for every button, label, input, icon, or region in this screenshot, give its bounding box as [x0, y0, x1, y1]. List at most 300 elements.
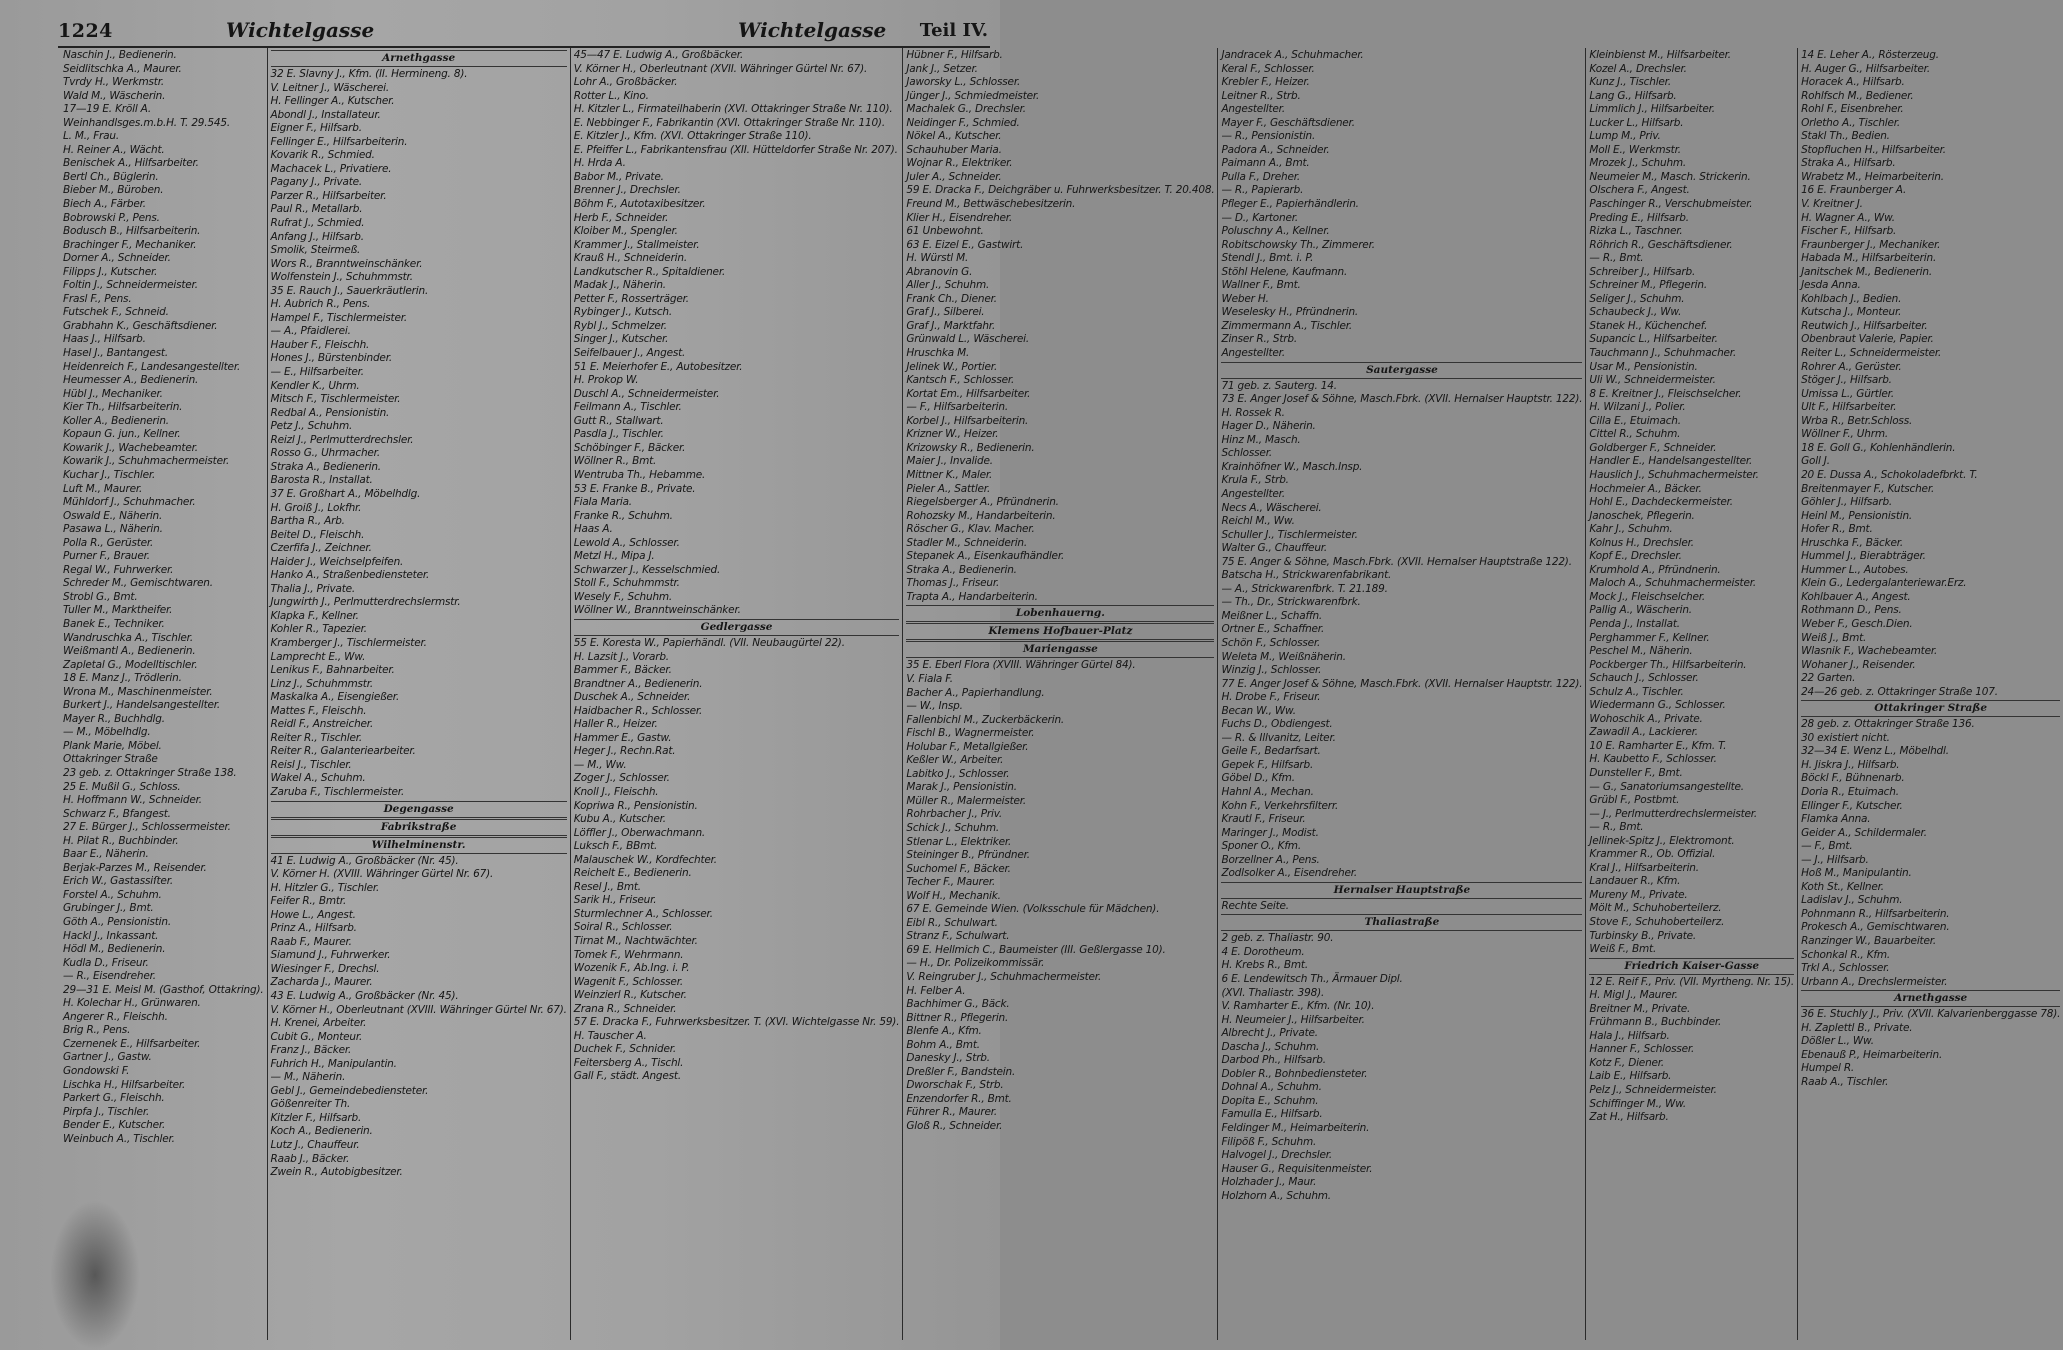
resident-entry: Reisl J., Tischler.	[270, 758, 352, 771]
resident-entry: Grünwald L., Wäscherei.	[906, 333, 1029, 346]
resident-entry: Ortner E., Schaffner.	[1221, 623, 1325, 636]
resident-entry: H. Krebs R., Bmt.	[1221, 959, 1308, 972]
directory-column	[571, 48, 904, 1340]
resident-entry: Bartha R., Arb.	[270, 515, 345, 528]
resident-entry: — E., Hilfsarbeiter.	[270, 366, 364, 379]
resident-entry: Franz J., Bäcker.	[270, 1044, 352, 1057]
resident-entry: Polla R., Gerüster.	[63, 536, 154, 549]
resident-entry: Singer J., Kutscher.	[573, 333, 669, 346]
resident-entry: Gößenreiter Th.	[270, 1098, 351, 1111]
resident-entry: 18 E. Goll G., Kohlenhändlerin.	[1801, 441, 1956, 454]
resident-entry: Parzer R., Hilfsarbeiter.	[270, 189, 387, 202]
resident-entry: Pfleger E., Papierhändlerin.	[1221, 198, 1359, 211]
resident-entry: Thalia J., Private.	[270, 582, 356, 595]
resident-entry: Schuller J., Tischlermeister.	[1221, 528, 1358, 541]
resident-entry: Kozel A., Drechsler.	[1589, 62, 1687, 75]
resident-entry: Rohl F., Eisenbreher.	[1801, 103, 1904, 116]
resident-entry: Enzendorfer R., Bmt.	[906, 1092, 1012, 1105]
resident-entry: Anfang J., Hilfsarb.	[270, 230, 364, 243]
resident-entry: Forstel A., Schuhm.	[63, 888, 162, 901]
resident-entry: Wohaner J., Reisender.	[1801, 658, 1916, 671]
resident-entry: 22 Garten.	[1801, 672, 1856, 685]
resident-entry: Weißmantl A., Bedienerin.	[63, 645, 196, 658]
resident-entry: — G., Sanatoriumsangestellte.	[1589, 780, 1744, 793]
resident-entry: H. Neumeier J., Hilfsarbeiter.	[1221, 1013, 1365, 1026]
resident-entry: Stöger J., Hilfsarb.	[1801, 374, 1892, 387]
resident-entry: E. Kitzler J., Kfm. (XVI. Ottakringer Straße 110).	[573, 130, 812, 143]
resident-entry: Böckl F., Bühnenarb.	[1801, 772, 1905, 785]
resident-entry: — R., Pensionistin.	[1221, 130, 1316, 143]
resident-entry: Eibl R., Schulwart.	[906, 916, 998, 929]
resident-entry: Riegelsberger A., Pfründnerin.	[906, 496, 1059, 509]
resident-entry: Kier Th., Hilfsarbeiterin.	[63, 401, 183, 414]
resident-entry: Plank Marie, Möbel.	[63, 739, 162, 752]
resident-entry: — F., Hilfsarbeiterin.	[906, 401, 1008, 414]
resident-entry: Raab A., Tischler.	[1801, 1075, 1889, 1088]
resident-entry: Czernenek E., Hilfsarbeiter.	[63, 1037, 201, 1050]
resident-entry: Fischl B., Wagnermeister.	[906, 727, 1035, 740]
resident-entry: Rybl J., Schmelzer.	[573, 319, 667, 332]
resident-entry: Walter G., Chauffeur.	[1221, 542, 1328, 555]
resident-entry: H. Aubrich R., Pens.	[270, 298, 371, 311]
resident-entry: Tvrdy H., Werkmstr.	[63, 76, 165, 89]
resident-entry: Bodusch B., Hilfsarbeiterin.	[63, 225, 201, 238]
resident-entry: Zrana R., Schneider.	[573, 1002, 677, 1015]
page-header	[58, 18, 992, 46]
resident-entry: Dworschak F., Strb.	[906, 1079, 1004, 1092]
resident-entry: Pulla F., Dreher.	[1221, 170, 1301, 183]
cross-street-divider: Fabrikstraße	[271, 819, 567, 836]
resident-entry: 59 E. Dracka F., Deichgräber u. Fuhrwerksbesitzer. T. 20.408.	[906, 184, 1215, 197]
resident-entry: Hackl J., Inkassant.	[63, 929, 159, 942]
resident-entry: Göbel D., Kfm.	[1221, 772, 1295, 785]
resident-entry: Tuller M., Marktheifer.	[63, 604, 173, 617]
resident-entry: Angestellter.	[1221, 487, 1285, 500]
resident-entry: Breitenmayer F., Kutscher.	[1801, 482, 1935, 495]
resident-entry: Krainhöfner W., Masch.Insp.	[1221, 460, 1363, 473]
resident-entry: Krebler F., Heizer.	[1221, 76, 1310, 89]
resident-entry: 32 E. Slavny J., Kfm. (II. Hermineng. 8).	[270, 68, 468, 80]
resident-entry: Lewold A., Schlosser.	[573, 536, 680, 549]
resident-entry: Koller A., Bedienerin.	[63, 414, 169, 427]
resident-entry: — R., Papierarb.	[1221, 184, 1304, 197]
resident-entry: Jellinek-Spitz J., Elektromont.	[1589, 834, 1735, 847]
resident-entry: Wiesinger F., Drechsl.	[270, 962, 380, 975]
resident-entry: Luksch F., BBmt.	[573, 840, 658, 853]
resident-entry: H. Tauscher A.	[573, 1029, 647, 1042]
resident-entry: Naschin J., Bedienerin.	[63, 49, 177, 61]
resident-entry: 8 E. Kreitner J., Fleischselcher.	[1589, 387, 1742, 400]
resident-entry: Zacharda J., Maurer.	[270, 976, 373, 989]
resident-entry: V. Reingruber J., Schuhmachermeister.	[906, 971, 1102, 983]
resident-entry: H. Drobe F., Friseur.	[1221, 691, 1321, 704]
resident-entry: Kowarik J., Wachebeamter.	[63, 441, 198, 454]
resident-entry: 73 E. Anger Josef & Söhne, Masch.Fbrk. (XVII. Hernalser Hauptstr. 122).	[1221, 393, 1583, 406]
resident-entry: Rosso G., Uhrmacher.	[270, 447, 380, 460]
resident-entry: Grabhahn K., Geschäftsdiener.	[63, 319, 218, 332]
resident-entry: Ottakringer Straße	[63, 753, 158, 766]
resident-entry: Poluschny A., Kellner.	[1221, 225, 1330, 238]
resident-entry: Rechte Seite.	[1221, 899, 1289, 912]
resident-entry: Stepanek A., Eisenkaufhändler.	[906, 550, 1065, 563]
resident-entry: Hübner F., Hilfsarb.	[906, 49, 1003, 61]
resident-entry: H. Kolechar H., Grünwaren.	[63, 997, 201, 1010]
resident-entry: — J., Hilfsarb.	[1801, 853, 1869, 866]
resident-entry: Leitner R., Strb.	[1221, 89, 1301, 102]
resident-entry: Metzl H., Mipa J.	[573, 550, 655, 563]
resident-entry: Frasl F., Pens.	[63, 292, 132, 305]
resident-entry: Kunz J., Tischler.	[1589, 76, 1671, 89]
resident-entry: Hauser G., Requisitenmeister.	[1221, 1162, 1373, 1175]
resident-entry: Wallner F., Bmt.	[1221, 279, 1301, 292]
resident-entry: Kohler R., Tapezier.	[270, 623, 367, 636]
resident-entry: Landauer R., Kfm.	[1589, 875, 1681, 888]
resident-entry: Krizner W., Heizer.	[906, 428, 999, 441]
resident-entry: Stoll F., Schuhmmstr.	[573, 577, 680, 590]
resident-entry: Dascha J., Schuhm.	[1221, 1040, 1320, 1053]
resident-entry: Machalek G., Drechsler.	[906, 103, 1026, 116]
resident-entry: Schiffinger M., Ww.	[1589, 1097, 1687, 1110]
resident-entry: Zimmermann A., Tischler.	[1221, 319, 1352, 332]
resident-entry: Regal W., Fuhrwerker.	[63, 563, 174, 576]
resident-entry: Sturmlechner A., Schlosser.	[573, 907, 713, 920]
resident-entry: Necs A., Wäscherei.	[1221, 501, 1322, 514]
resident-entry: Duschl A., Schneidermeister.	[573, 387, 720, 400]
resident-entry: Führer R., Maurer.	[906, 1106, 998, 1119]
resident-entry: Olschera F., Angest.	[1589, 184, 1690, 197]
cross-street-divider: Gedlergasse	[574, 619, 900, 636]
resident-entry: Wesely F., Schuhm.	[573, 590, 673, 603]
resident-entry: Hofer R., Bmt.	[1801, 523, 1873, 536]
directory-column	[268, 48, 571, 1340]
resident-entry: Hampel F., Tischlermeister.	[270, 311, 408, 324]
resident-entry: — R., Bmt.	[1589, 821, 1644, 834]
resident-entry: Pasawa L., Näherin.	[63, 523, 163, 536]
resident-entry: H. Prokop W.	[573, 374, 639, 387]
cross-street-divider: Klemens Hofbauer-Platz	[906, 623, 1214, 640]
resident-entry: Limmlich J., Hilfsarbeiter.	[1589, 103, 1715, 116]
resident-entry: — W., Insp.	[906, 700, 963, 713]
resident-entry: — R., Eisendreher.	[63, 970, 156, 983]
resident-entry: Angerer R., Fleischh.	[63, 1010, 168, 1023]
resident-entry: Schlosser.	[1221, 447, 1272, 460]
cross-street-divider: Arnethgasse	[1801, 990, 2060, 1007]
resident-entry: — Th., Dr., Strickwarenfbrk.	[1221, 596, 1361, 609]
resident-entry: Rohrbacher J., Priv.	[906, 808, 1003, 821]
resident-entry: Burkert J., Handelsangestellter.	[63, 699, 221, 712]
resident-entry: Wolf H., Mechanik.	[906, 889, 1001, 902]
resident-entry: Rufrat J., Schmied.	[270, 217, 365, 230]
resident-entry: Lenikus F., Bahnarbeiter.	[270, 664, 395, 677]
resident-entry: V. Körner H., Oberleutnant (XVIII. Währinger Gürtel Nr. 67).	[270, 1003, 567, 1016]
resident-entry: Korbel J., Hilfsarbeiterin.	[906, 414, 1029, 427]
resident-entry: 25 E. Mußil G., Schloss.	[63, 780, 181, 793]
resident-entry: Lischka H., Hilfsarbeiter.	[63, 1078, 186, 1091]
resident-entry: 35 E. Eberl Flora (XVIII. Währinger Gürtel 84).	[906, 659, 1136, 672]
resident-entry: Kubu A., Kutscher.	[573, 813, 666, 826]
resident-entry: Schreder M., Gemischtwaren.	[63, 577, 213, 590]
resident-entry: Reiter R., Tischler.	[270, 731, 363, 744]
resident-entry: Marak J., Pensionistin.	[906, 781, 1017, 794]
resident-entry: Pasdla J., Tischler.	[573, 428, 664, 441]
resident-entry: Koch A., Bedienerin.	[270, 1125, 373, 1138]
resident-entry: Redbal A., Pensionistin.	[270, 406, 390, 419]
resident-entry: Hohl E., Dachdeckermeister.	[1589, 496, 1733, 509]
resident-entry: Wojnar R., Elektriker.	[906, 157, 1013, 170]
resident-entry: Maier J., Invalide.	[906, 455, 993, 468]
resident-entry: Ellinger F., Kutscher.	[1801, 799, 1903, 812]
resident-entry: 75 E. Anger & Söhne, Masch.Fbrk. (XVII. Hernalser Hauptstraße 122).	[1221, 555, 1572, 568]
resident-entry: V. Leitner J., Wäscherei.	[270, 81, 390, 94]
resident-entry: Supancic L., Hilfsarbeiter.	[1589, 333, 1718, 346]
resident-entry: Zaruba F., Tischlermeister.	[270, 785, 405, 798]
running-title-right: Wichtelgasse	[738, 18, 887, 42]
resident-entry: H. Hitzler G., Tischler.	[270, 881, 380, 894]
resident-entry: Kendler K., Uhrm.	[270, 379, 360, 392]
resident-entry: Pohnmann R., Hilfsarbeiterin.	[1801, 907, 1950, 920]
part-label: Teil IV.	[919, 20, 988, 41]
resident-entry: Mattes F., Fleischh.	[270, 704, 367, 717]
resident-entry: Luft M., Maurer.	[63, 482, 143, 495]
directory-column	[1218, 48, 1586, 1340]
resident-entry: Wozenik F., Ab.Ing. i. P.	[573, 962, 690, 975]
resident-entry: Straka A., Hilfsarb.	[1801, 157, 1896, 170]
resident-entry: Seidlitschka A., Maurer.	[63, 62, 182, 75]
resident-entry: Abondl J., Installateur.	[270, 108, 381, 121]
resident-entry: 63 E. Eizel E., Gastwirt.	[906, 238, 1024, 251]
resident-entry: Kohn F., Verkehrsfilterr.	[1221, 799, 1339, 812]
resident-entry: Moll E., Werkmstr.	[1589, 143, 1681, 156]
resident-entry: Bobrowski P., Pens.	[63, 211, 160, 224]
resident-entry: Kovarik R., Schmied.	[270, 149, 375, 162]
resident-entry: Wohoschik A., Private.	[1589, 712, 1703, 725]
resident-entry: Wrba R., Betr.Schloss.	[1801, 414, 1913, 427]
cross-street-divider: Sautergasse	[1221, 362, 1582, 379]
resident-entry: Doria R., Etuimach.	[1801, 785, 1899, 798]
resident-entry: H. Zaplettl B., Private.	[1801, 1021, 1913, 1034]
resident-entry: Zwein R., Autobigbesitzer.	[270, 1166, 403, 1179]
resident-entry: Albrecht J., Private.	[1221, 1027, 1318, 1040]
resident-entry: Siamund J., Fuhrwerker.	[270, 949, 391, 962]
resident-entry: Hanko A., Straßenbediensteter.	[270, 569, 430, 582]
resident-entry: — R., Bmt.	[1589, 252, 1644, 265]
resident-entry: Raab J., Bäcker.	[270, 1152, 350, 1165]
resident-entry: Wlasnik F., Wachebeamter.	[1801, 645, 1938, 658]
resident-entry: Haller R., Heizer.	[573, 718, 658, 731]
resident-entry: Batscha H., Strickwarenfabrikant.	[1221, 569, 1392, 582]
resident-entry: Wakel A., Schuhm.	[270, 772, 366, 785]
resident-entry: Urbann A., Drechslermeister.	[1801, 975, 1948, 988]
resident-entry: Schaubeck J., Ww.	[1589, 306, 1682, 319]
resident-entry: 37 E. Großhart A., Möbelhdlg.	[270, 487, 421, 500]
resident-entry: Mock J., Fleischselcher.	[1589, 590, 1706, 603]
resident-entry: Kudla D., Friseur.	[63, 956, 149, 969]
resident-entry: H. Felber A.	[906, 984, 966, 997]
resident-entry: Horacek A., Hilfsarb.	[1801, 76, 1905, 89]
resident-entry: Göhler J., Hilfsarb.	[1801, 496, 1893, 509]
resident-entry: Straka A., Bedienerin.	[906, 563, 1017, 576]
resident-entry: Hanner F., Schlosser.	[1589, 1043, 1695, 1056]
resident-entry: Kitzler F., Hilfsarb.	[270, 1111, 362, 1124]
cross-street-divider: Degengasse	[271, 801, 567, 818]
resident-entry: Lohr A., Großbäcker.	[573, 76, 678, 89]
resident-entry: Robitschowsky Th., Zimmerer.	[1221, 238, 1375, 251]
resident-entry: H. Wilzani J., Polier.	[1589, 401, 1686, 414]
resident-entry: Jelinek W., Portier.	[906, 360, 998, 373]
resident-entry: Penda J., Installat.	[1589, 617, 1680, 630]
resident-entry: Zoger J., Schlosser.	[573, 772, 670, 785]
resident-entry: Neidinger F., Schmied.	[906, 116, 1020, 129]
resident-entry: 43 E. Ludwig A., Großbäcker (Nr. 45).	[270, 990, 459, 1002]
resident-entry: Hauber F., Fleischh.	[270, 338, 370, 351]
resident-entry: Purner F., Brauer.	[63, 550, 150, 563]
resident-entry: Techer F., Maurer.	[906, 876, 996, 889]
resident-entry: Heumesser A., Bedienerin.	[63, 374, 199, 387]
resident-entry: Hochmeier A., Bäcker.	[1589, 482, 1702, 495]
resident-entry: Foltin J., Schneidermeister.	[63, 279, 198, 292]
resident-entry: Holzhader J., Maur.	[1221, 1176, 1317, 1189]
resident-entry: Hummel J., Bierabträger.	[1801, 550, 1926, 563]
resident-entry: Hahnl A., Mechan.	[1221, 785, 1314, 798]
resident-entry: Zapletal G., Modelltischler.	[63, 658, 198, 671]
resident-entry: Schön F., Schlosser.	[1221, 636, 1321, 649]
resident-entry: Trkl A., Schlosser.	[1801, 962, 1890, 975]
resident-entry: Malauschek W., Kordfechter.	[573, 853, 717, 866]
resident-entry: 77 E. Anger Josef & Söhne, Masch.Fbrk. (XVII. Hernalser Hauptstr. 122).	[1221, 677, 1583, 690]
resident-entry: Graf J., Marktfahr.	[906, 319, 996, 332]
resident-entry: Fallenbichl M., Zuckerbäckerin.	[906, 713, 1065, 726]
resident-entry: Kramberger J., Tischlermeister.	[270, 636, 427, 649]
resident-entry: Gloß R., Schneider.	[906, 1120, 1003, 1133]
resident-entry: 29—31 E. Meisl M. (Gasthof, Ottakring).	[63, 983, 264, 996]
resident-entry: Stanek H., Küchenchef.	[1589, 319, 1708, 332]
resident-entry: 2 geb. z. Thaliastr. 90.	[1221, 932, 1334, 945]
resident-entry: Darbod Ph., Hilfsarb.	[1221, 1054, 1326, 1067]
resident-entry: Zat H., Hilfsarb.	[1589, 1111, 1669, 1124]
resident-entry: 61 Unbewohnt.	[906, 225, 984, 238]
resident-entry: Dreßler F., Bandstein.	[906, 1065, 1016, 1078]
cross-street-divider: Ottakringer Straße	[1801, 700, 2060, 717]
resident-entry: 17—19 E. Kröll A.	[63, 103, 151, 116]
resident-entry: Kopaun G. jun., Kellner.	[63, 428, 181, 441]
resident-entry: Breitner M., Private.	[1589, 1002, 1691, 1015]
resident-entry: Fraunberger J., Mechaniker.	[1801, 238, 1941, 251]
resident-entry: Röscher G., Klav. Macher.	[906, 523, 1035, 536]
resident-entry: — M., Ww.	[573, 758, 627, 771]
resident-entry: Jungwirth J., Perlmutterdrechslermstr.	[270, 596, 461, 609]
resident-entry: Filipöß F., Schuhm.	[1221, 1135, 1317, 1148]
resident-entry: Dopita E., Schuhm.	[1221, 1094, 1319, 1107]
resident-entry: Grubinger J., Bmt.	[63, 902, 154, 915]
resident-entry: Halvogel J., Drechsler.	[1221, 1149, 1333, 1162]
resident-entry: — M., Näherin.	[270, 1071, 346, 1084]
resident-entry: Filipps J., Kutscher.	[63, 265, 158, 278]
resident-entry: Fuchs D., Obdiengest.	[1221, 718, 1333, 731]
resident-entry: 12 E. Reif F., Priv. (VII. Myrtheng. Nr. 15).	[1589, 975, 1795, 988]
resident-entry: Aller J., Schuhm.	[906, 279, 990, 292]
resident-entry: — H., Dr. Polizeikommissär.	[906, 957, 1045, 970]
resident-entry: 4 E. Dorotheum.	[1221, 945, 1305, 958]
resident-entry: Bacher A., Papierhandlung.	[906, 686, 1045, 699]
resident-entry: Haas A.	[573, 523, 613, 536]
resident-entry: Sarik H., Friseur.	[573, 894, 657, 907]
resident-entry: Kopriwa R., Pensionistin.	[573, 799, 698, 812]
resident-entry: Raab F., Maurer.	[270, 935, 352, 948]
resident-entry: H. Hoffmann W., Schneider.	[63, 794, 202, 807]
resident-entry: Brandtner A., Bedienerin.	[573, 677, 703, 690]
resident-entry: Linz J., Schuhmmstr.	[270, 677, 374, 690]
resident-entry: Tauchmann J., Schuhmacher.	[1589, 347, 1737, 360]
resident-entry: 20 E. Dussa A., Schokoladefbrkt. T.	[1801, 468, 1978, 481]
resident-entry: Wrabetz M., Heimarbeiterin.	[1801, 170, 1944, 183]
resident-entry: Krautl F., Friseur.	[1221, 813, 1306, 826]
resident-entry: Hummer L., Autobes.	[1801, 563, 1909, 576]
resident-entry: Winzig J., Schlosser.	[1221, 664, 1322, 677]
resident-entry: Wors R., Branntweinschänker.	[270, 257, 423, 270]
resident-entry: Dößler L., Ww.	[1801, 1035, 1874, 1048]
resident-entry: Klier H., Eisendreher.	[906, 211, 1013, 224]
resident-entry: Wöllner F., Uhrm.	[1801, 428, 1888, 441]
resident-entry: Hala J., Hilfsarb.	[1589, 1029, 1670, 1042]
resident-entry: Zinser R., Strb.	[1221, 333, 1298, 346]
directory-column	[1586, 48, 1798, 1340]
resident-entry: Weber F., Gesch.Dien.	[1801, 617, 1913, 630]
resident-entry: V. Fiala F.	[906, 672, 953, 685]
resident-entry: Maloch A., Schuhmachermeister.	[1589, 577, 1757, 590]
resident-entry: Suchomel F., Bäcker.	[906, 862, 1011, 875]
resident-entry: H. Lazsit J., Vorarb.	[573, 650, 669, 663]
resident-entry: Zodlsolker A., Eisendreher.	[1221, 867, 1358, 880]
resident-entry: 35 E. Rauch J., Sauerkräutlerin.	[270, 284, 429, 297]
directory-columns	[60, 48, 2061, 1340]
resident-entry: Schreiner M., Pflegerin.	[1589, 279, 1707, 292]
resident-entry: Rotter L., Kino.	[573, 89, 649, 102]
resident-entry: Holubar F., Metallgießer.	[906, 740, 1029, 753]
resident-entry: Kolnus H., Drechsler.	[1589, 536, 1694, 549]
resident-entry: Cilla E., Etuimach.	[1589, 414, 1681, 427]
resident-entry: Seifelbauer J., Angest.	[573, 347, 686, 360]
resident-entry: Krula F., Strb.	[1221, 474, 1289, 487]
resident-entry: Kowarik J., Schuhmachermeister.	[63, 455, 230, 468]
resident-entry: Lutz J., Chauffeur.	[270, 1139, 360, 1152]
resident-entry: Keral F., Schlosser.	[1221, 62, 1315, 75]
resident-entry: Oswald E., Näherin.	[63, 509, 163, 522]
resident-entry: Böhm F., Autotaxibesitzer.	[573, 198, 706, 211]
resident-entry: Krumhold A., Pfründnerin.	[1589, 563, 1721, 576]
resident-entry: Stadler M., Schneiderin.	[906, 536, 1028, 549]
resident-entry: Fellinger E., Hilfsarbeiterin.	[270, 135, 408, 148]
resident-entry: 32—34 E. Wenz L., Möbelhdl.	[1801, 745, 1949, 758]
resident-entry: Röhrich R., Geschäftsdiener.	[1589, 238, 1733, 251]
directory-column	[1798, 48, 2063, 1340]
resident-entry: Schreiber J., Hilfsarb.	[1589, 265, 1696, 278]
resident-entry: Freund M., Bettwäschebesitzerin.	[906, 198, 1076, 211]
resident-entry: Bertl Ch., Büglerin.	[63, 170, 159, 183]
resident-entry: H. Auger G., Hilfsarbeiter.	[1801, 62, 1930, 75]
resident-entry: H. Krenei, Arbeiter.	[270, 1017, 367, 1030]
resident-entry: H. Rossek R.	[1221, 406, 1285, 419]
resident-entry: Jandracek A., Schuhmacher.	[1221, 49, 1364, 61]
resident-entry: Holzhorn A., Schuhm.	[1221, 1189, 1331, 1202]
resident-entry: Rothmann D., Pens.	[1801, 604, 1902, 617]
resident-entry: Kotz F., Diener.	[1589, 1056, 1665, 1069]
resident-entry: 53 E. Franke B., Private.	[573, 482, 696, 495]
resident-entry: Thomas J., Friseur.	[906, 577, 1000, 590]
resident-entry: Danesky J., Strb.	[906, 1052, 990, 1065]
resident-entry: Banek E., Techniker.	[63, 617, 165, 630]
resident-entry: Pockberger Th., Hilfsarbeiterin.	[1589, 658, 1747, 671]
resident-entry: Mrozek J., Schuhm.	[1589, 157, 1687, 170]
